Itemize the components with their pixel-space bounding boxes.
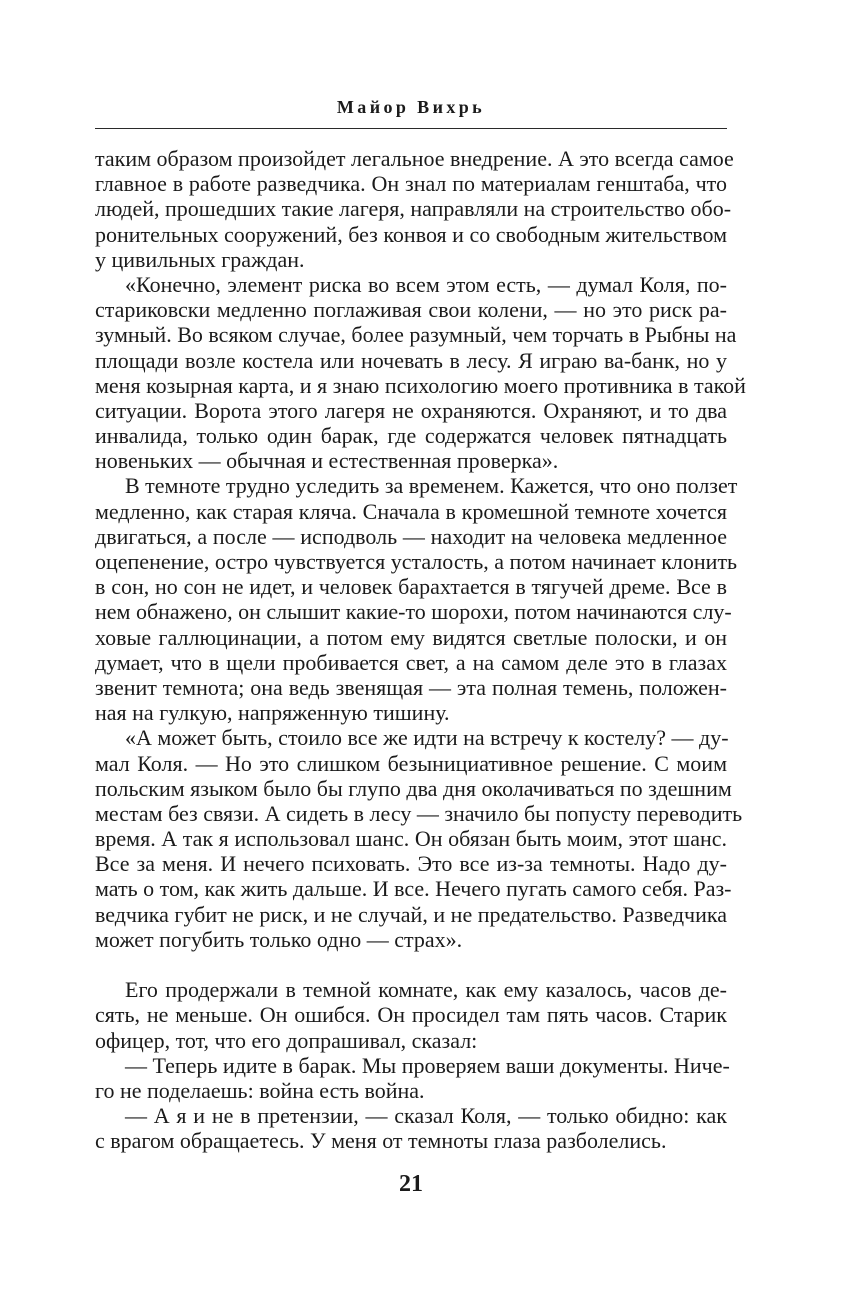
- text-line: «Конечно, элемент риска во всем этом есть, — думал Коля, по-: [125, 271, 727, 297]
- text-line: людей, прошедших такие лагеря, направляли на строительство обо-: [95, 196, 732, 222]
- text-line: в сон, но сон не идет, и человек барахтается в тягучей дреме. Все в: [95, 574, 727, 600]
- text-line: инвалида, только один барак, где содержатся человек пятнадцать: [95, 423, 727, 449]
- text-line: «А может быть, стоило все же идти на встречу к костелу? — ду-: [125, 725, 729, 751]
- paragraph: [95, 1052, 730, 1103]
- text-line: нем обнажено, он слышит какие-то шорохи, потом начинаются слу-: [95, 599, 732, 625]
- text-line: ная на гулкую, напряженную тишину.: [95, 700, 450, 726]
- text-line: го не поделаешь: война есть война.: [95, 1077, 425, 1103]
- text-line: время. А так я использовал шанс. Он обязан быть моим, этот шанс.: [95, 826, 727, 852]
- text-line: у цивильных граждан.: [95, 246, 305, 272]
- text-line: ховые галлюцинации, а потом ему видятся светлые полоски, и он: [95, 624, 727, 650]
- text-line: офицер, тот, что его допрашивал, сказал:: [95, 1027, 478, 1053]
- text-line: зумный. Во всяком случае, более разумный, чем торчать в Рыбны на: [95, 322, 737, 348]
- text-line: Его продержали в темной комнате, как ему казалось, часов де-: [125, 977, 727, 1003]
- paragraph: [95, 473, 738, 726]
- header-rule: [95, 128, 727, 129]
- paragraph: [95, 1103, 727, 1153]
- text-line: стариковски медленно поглаживая свои колени, — но это риск ра-: [95, 297, 727, 323]
- text-line: думает, что в щели пробивается свет, а на самом деле это в глазах: [95, 649, 727, 675]
- text-line: мал Коля. — Но это слишком безынициативное решение. С моим: [95, 750, 727, 776]
- text-line: главное в работе разведчика. Он знал по материалам генштаба, что: [95, 171, 727, 197]
- text-line: оцепенение, остро чувствуется усталость, а потом начинает клонить: [95, 549, 738, 574]
- text-line: мать о том, как жить дальше. И все. Нечего пугать самого себя. Раз-: [95, 876, 732, 902]
- text-line: звенит темнота; она ведь звенящая — эта полная темень, положен-: [95, 674, 727, 700]
- text-line: новеньких — обычная и естественная проверка».: [95, 448, 559, 474]
- text-line: — А я и не в претензии, — сказал Коля, — только обидно: как: [125, 1103, 727, 1129]
- text-line: двигаться, а после — исподволь — находит на человека медленное: [95, 523, 727, 549]
- text-line: Все за меня. И нечего психовать. Это все из-за темноты. Надо ду-: [95, 851, 727, 877]
- text-line: может погубить только одно — страх».: [95, 926, 463, 952]
- text-line: таким образом произойдет легальное внедрение. А это всегда самое: [95, 146, 734, 171]
- text-line: ведчика губит не риск, и не случай, и не предательство. Разведчика: [95, 901, 727, 927]
- running-head: Майор Вихрь: [336, 97, 486, 117]
- text-line: ситуации. Ворота этого лагеря не охраняются. Охраняют, и то два: [95, 397, 727, 423]
- section-break: [95, 952, 727, 977]
- text-line: меня козырная карта, и я знаю психологию моего противника в такой: [95, 372, 746, 398]
- text-line: ронительных сооружений, без конвоя и со свободным жительством: [95, 221, 727, 247]
- text-line: В темноте трудно уследить за временем. Кажется, что оно ползет: [125, 473, 738, 499]
- page-number: 21: [399, 1171, 423, 1197]
- body-text: [95, 146, 746, 1154]
- text-line: — Теперь идите в барак. Мы проверяем ваши документы. Ниче-: [125, 1052, 730, 1078]
- paragraph: [95, 271, 746, 474]
- paragraph: [95, 146, 734, 272]
- text-line: площади возле костела или ночевать в лесу. Я играю ва-банк, но у: [95, 347, 727, 373]
- text-line: местам без связи. А сидеть в лесу — значило бы попусту переводить: [95, 800, 743, 826]
- text-line: с врагом обращаетесь. У меня от темноты глаза разболелись.: [95, 1128, 667, 1154]
- text-line: сять, не меньше. Он ошибся. Он просидел там пять часов. Старик: [95, 1002, 727, 1028]
- text-line: польским языком было бы глупо два дня околачиваться по здешним: [95, 775, 732, 801]
- text-line: медленно, как старая кляча. Сначала в кромешной темноте хочется: [95, 498, 727, 524]
- paragraph: [95, 725, 743, 952]
- paragraph: [95, 977, 727, 1053]
